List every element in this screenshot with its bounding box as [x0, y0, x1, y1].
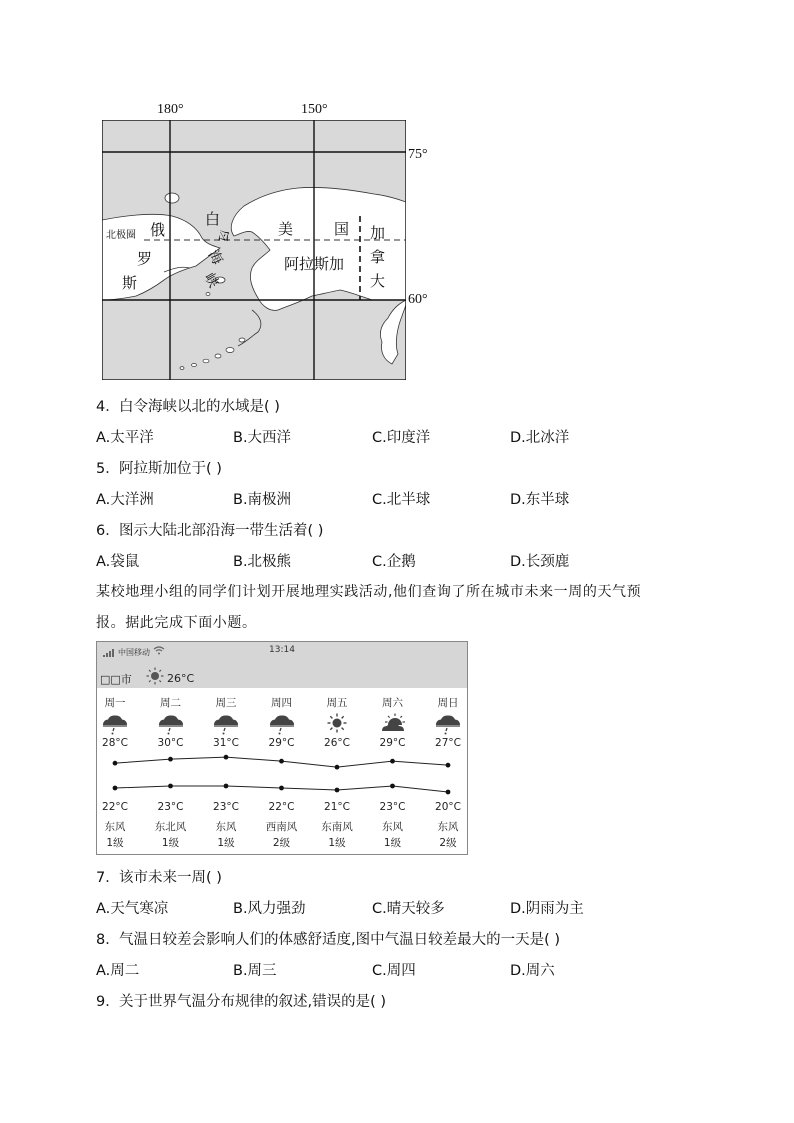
- option-d[interactable]: D.东半球: [510, 492, 570, 508]
- shower-icon: [435, 713, 461, 739]
- low-temp-line-point: [113, 786, 118, 791]
- intro-line-2: 报。据此完成下面小题。: [96, 615, 257, 631]
- partly-cloudy-icon: [380, 713, 406, 739]
- option-d[interactable]: D.阴雨为主: [510, 901, 584, 917]
- current-temp: 26°C: [167, 672, 195, 685]
- intro-line-1: 某校地理小组的同学们计划开展地理实践活动,他们查询了所在城市未来一周的天气预: [96, 584, 642, 600]
- day-label: 周五: [326, 697, 348, 709]
- sun-icon: [146, 667, 164, 685]
- option-c[interactable]: C.晴天较多: [372, 901, 445, 917]
- usa-char-2: 国: [334, 222, 350, 238]
- question-stem: 该市未来一周( ): [119, 870, 222, 886]
- high-temp-label: 27°C: [435, 737, 461, 749]
- question-number: 8．: [96, 932, 120, 948]
- wifi-icon: [153, 646, 165, 655]
- option-b[interactable]: B.风力强劲: [233, 901, 306, 917]
- carrier-name: 中国移动: [118, 648, 150, 657]
- high-temp-line-point: [224, 755, 229, 760]
- bering-char-1: 白: [205, 212, 221, 228]
- shower-icon: [269, 713, 295, 739]
- wind-direction: 东风: [104, 821, 126, 833]
- temperature-trend-chart: [97, 742, 468, 812]
- high-temp-label: 29°C: [379, 737, 406, 749]
- low-temp-label: 22°C: [268, 801, 295, 813]
- clock: 13:14: [269, 645, 295, 655]
- option-d[interactable]: D.长颈鹿: [510, 554, 570, 570]
- option-c[interactable]: C.企鹅: [372, 554, 416, 570]
- low-temp-label: 23°C: [213, 801, 239, 813]
- question-stem: 气温日较差会影响人们的体感舒适度,图中气温日较差最大的一天是( ): [119, 932, 561, 948]
- canada-char-1: 加: [370, 226, 386, 242]
- wind-level: 1级: [328, 837, 346, 849]
- low-temp-line-point: [446, 790, 451, 795]
- wind-direction: 东风: [215, 821, 237, 833]
- russia-char-1: 俄: [150, 223, 166, 239]
- city-name: □□市: [100, 673, 132, 686]
- low-temp-label: 22°C: [102, 801, 128, 813]
- wind-direction: 西南风: [265, 821, 298, 833]
- option-b[interactable]: B.北极熊: [233, 554, 292, 570]
- bering-char-2: 令: [211, 226, 232, 247]
- arctic-circle-label: 北极圈: [106, 230, 136, 241]
- question-stem: 白令海峡以北的水域是( ): [119, 399, 280, 415]
- low-temp-label: 23°C: [379, 801, 406, 813]
- option-a[interactable]: A.周二: [96, 963, 140, 979]
- wind-level: 2级: [439, 837, 457, 849]
- low-temp-line-point: [224, 784, 229, 789]
- high-temp-label: 30°C: [157, 737, 184, 749]
- sun-icon: [324, 713, 350, 739]
- day-label: 周日: [437, 697, 459, 709]
- shower-icon: [102, 713, 128, 739]
- low-temp-line-point: [335, 788, 340, 793]
- low-temp-label: 21°C: [324, 801, 350, 813]
- question-number: 4．: [96, 399, 120, 415]
- wind-direction: 东风: [382, 821, 403, 833]
- lat-label-75: 75°: [408, 147, 428, 162]
- option-a[interactable]: A.袋鼠: [96, 554, 140, 570]
- shower-icon: [213, 713, 239, 739]
- high-temp-line-point: [335, 765, 340, 770]
- high-temp-label: 28°C: [102, 737, 128, 749]
- wind-level: 2级: [272, 837, 291, 849]
- canada-char-2: 拿: [370, 250, 386, 266]
- high-temp-label: 26°C: [324, 737, 350, 749]
- wind-level: 1级: [383, 837, 402, 849]
- day-label: 周六: [382, 697, 403, 709]
- wind-direction: 东南风: [321, 821, 353, 833]
- russia-char-3: 斯: [122, 276, 138, 292]
- option-d[interactable]: D.北冰洋: [510, 430, 570, 446]
- question-number: 9．: [96, 994, 120, 1010]
- option-a[interactable]: A.太平洋: [96, 430, 154, 446]
- bering-char-3: 海: [204, 247, 225, 268]
- low-temp-label: 20°C: [435, 801, 461, 813]
- question-number: 7．: [96, 870, 120, 886]
- canada-char-3: 大: [370, 274, 386, 290]
- high-temp-line-point: [390, 759, 395, 764]
- day-label: 周四: [271, 697, 292, 709]
- option-c[interactable]: C.周四: [372, 963, 416, 979]
- bering-char-4: 峡: [200, 270, 221, 291]
- day-label: 周二: [160, 697, 181, 709]
- high-temp-line-point: [168, 757, 173, 762]
- option-c[interactable]: C.印度洋: [372, 430, 431, 446]
- wind-direction: 东北风: [154, 821, 187, 833]
- lon-label-180: 180°: [157, 102, 184, 117]
- high-temp-label: 31°C: [213, 737, 239, 749]
- question-number: 5．: [96, 461, 120, 477]
- shower-icon: [158, 713, 184, 739]
- option-a[interactable]: A.天气寒凉: [96, 901, 169, 917]
- low-temp-line-point: [168, 784, 173, 789]
- wind-direction: 东风: [437, 821, 459, 833]
- option-b[interactable]: B.周三: [233, 963, 277, 979]
- low-temp-label: 23°C: [157, 801, 184, 813]
- option-a[interactable]: A.大洋洲: [96, 492, 154, 508]
- option-d[interactable]: D.周六: [510, 963, 555, 979]
- day-label: 周三: [215, 697, 237, 709]
- question-stem: 关于世界气温分布规律的叙述,错误的是( ): [119, 994, 387, 1010]
- high-temp-label: 29°C: [268, 737, 295, 749]
- high-temp-line-point: [446, 763, 451, 768]
- signal-icon: [103, 649, 115, 657]
- question-stem: 图示大陆北部沿海一带生活着( ): [119, 523, 324, 539]
- wind-level: 1级: [106, 837, 124, 849]
- high-temp-line-point: [279, 759, 284, 764]
- low-temp-line-point: [390, 784, 395, 789]
- high-temp-line-point: [113, 761, 118, 766]
- wind-level: 1级: [161, 837, 180, 849]
- lat-label-60: 60°: [408, 292, 428, 307]
- weather-forecast-screen: [96, 641, 468, 855]
- option-b[interactable]: B.南极洲: [233, 492, 292, 508]
- question-number: 6．: [96, 523, 120, 539]
- question-stem: 阿拉斯加位于( ): [119, 461, 222, 477]
- option-b[interactable]: B.大西洋: [233, 430, 292, 446]
- wind-level: 1级: [217, 837, 235, 849]
- lon-label-150: 150°: [301, 102, 328, 117]
- day-label: 周一: [104, 697, 126, 709]
- low-temp-line-point: [279, 786, 284, 791]
- alaska-label: 阿拉斯加: [284, 257, 345, 273]
- usa-char-1: 美: [278, 222, 294, 238]
- option-c[interactable]: C.北半球: [372, 492, 431, 508]
- russia-char-2: 罗: [137, 252, 153, 268]
